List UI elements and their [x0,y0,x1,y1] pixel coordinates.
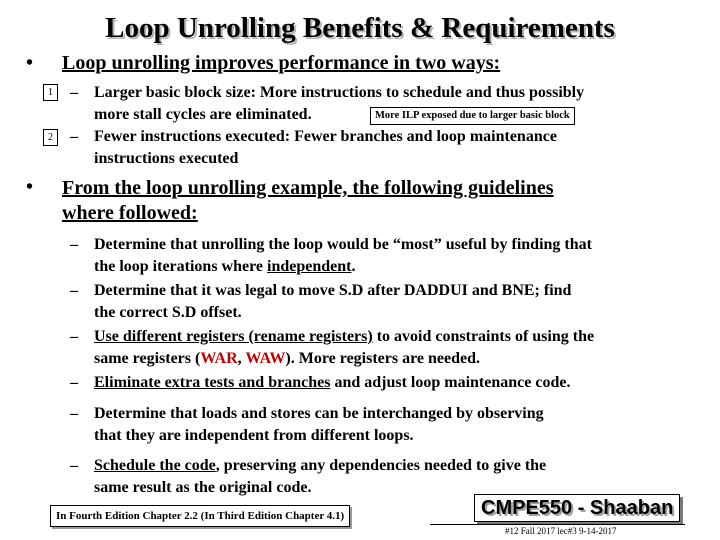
guideline-item-5 [70,403,700,447]
dash-marker: – [70,282,78,299]
guideline-6-line1: Schedule the code, preserving any dependencies needed to give the [94,457,547,474]
underlined-term: independent [267,258,352,275]
dash-marker: – [70,328,78,345]
guideline-3-line1: Use different registers (rename registers) to avoid constraints of using the [94,328,595,345]
footer-divider [430,524,685,525]
guideline-6-line2: same result as the original code. [94,479,312,496]
section1-heading: Loop unrolling improves performance in two ways: [62,52,501,74]
page-title: Loop Unrolling Benefits & Requirements [105,12,615,44]
slide-footer: #12 Fall 2017 lec#3 9-14-2017 [505,526,617,536]
item-number-badge: 1 [43,84,58,101]
guideline-item-1 [70,234,700,278]
bullet-marker: • [26,52,34,74]
section2-heading-line2: where followed: [62,202,198,224]
guideline-1-line1: Determine that unrolling the loop would be “most” useful by finding that [94,236,592,253]
bullet-marker: • [26,176,34,198]
section2-heading [62,176,554,226]
course-label-box: CMPE550 - Shaaban [474,494,680,522]
underlined-term: Eliminate extra tests and branches [94,374,331,391]
waw-label: WAW [245,350,286,367]
benefit-2-line2: instructions executed [94,150,239,167]
guideline-3-line2: same registers (WAR, WAW). More registers are needed. [94,350,481,367]
dash-marker: – [70,128,78,145]
guideline-5-line2: that they are independent from different loops. [94,427,414,444]
dash-marker: – [70,236,78,253]
war-label: WAR [200,350,238,367]
underlined-term: Schedule the code [94,457,216,474]
benefit-2-line1: Fewer instructions executed: Fewer branches and loop maintenance [94,128,557,145]
guideline-item-3 [70,326,700,370]
benefit-1-line1: Larger basic block size: More instructions to schedule and thus possibly [94,84,585,101]
benefit-item-2 [70,126,690,170]
underlined-term: Use different registers (rename registers) [94,328,373,345]
dash-marker: – [70,84,78,101]
ilp-note-box: More ILP exposed due to larger basic block [370,107,575,125]
guideline-2-line2: the correct S.D offset. [94,304,242,321]
guideline-5-line1: Determine that loads and stores can be interchanged by observing [94,405,544,422]
section2-heading-line1: From the loop unrolling example, the following guidelines [62,177,554,199]
dash-marker: – [70,374,78,391]
textbook-reference-box: In Fourth Edition Chapter 2.2 (In Third Edition Chapter 4.1) [50,505,350,527]
guideline-1-line2: the loop iterations where independent. [94,258,356,275]
guideline-item-4 [70,372,700,394]
guideline-item-6 [70,455,700,499]
benefit-1-line2: more stall cycles are eliminated. [94,106,312,123]
guideline-item-2 [70,280,700,324]
guideline-4-line1: Eliminate extra tests and branches and adjust loop maintenance code. [94,374,571,391]
item-number-badge: 2 [43,129,58,146]
guideline-2-line1: Determine that it was legal to move S.D after DADDUI and BNE; find [94,282,572,299]
dash-marker: – [70,405,78,422]
dash-marker: – [70,457,78,474]
